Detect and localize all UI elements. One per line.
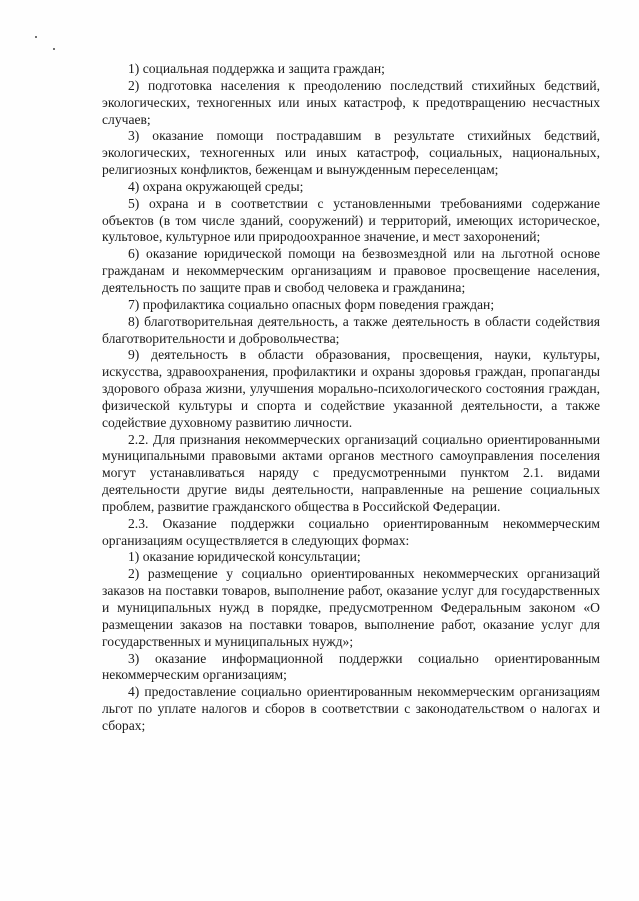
list-item: 4) предоставление социально ориентированным некоммерческим организациям льгот по уплате налогов и сборов в соответствии с законодательством о налогах и сборах; [102,684,600,733]
list-item: 4) охрана окружающей среды; [128,178,304,194]
list-item: 9) деятельность в области образования, просвещения, науки, культуры, искусства, здравоохранения, профилактики и охраны здоровья граждан, пропаганды здорового образа жизни, улучшения морально-психологического состояния граждан, физической культуры и спорта и содействие указанной деятельности, а также содействие духовному развитию личности. [102,347,600,430]
list-item: 5) охрана и в соответствии с установленными требованиями содержание объектов (в том числе зданий, сооружений) и территорий, имеющих историческое, культовое, культурное или природоохранное значение, и мест захоронений; [102,195,600,245]
section-paragraph: 2.3. Оказание поддержки социально ориентированным некоммерческим организациям осуществляется в следующих формах: [102,515,600,548]
section-paragraph: 2.2. Для признания некоммерческих организаций социально ориентированными муниципальными правовыми актами органов местного самоуправления поселения могут устанавливаться наряду с предусмотренными пунктом 2.1. видами деятельности другие виды деятельности, направленные на решение социальных проблем, развитие гражданского общества в Российской Федерации. [102,431,600,514]
document-body [102,61,600,735]
list-item: 6) оказание юридической помощи на безвозмездной или на льготной основе гражданам и некоммерческим организациям и правовое просвещение населения, деятельность по защите прав и свобод человека и гражданина; [102,246,600,295]
list-item: 2) подготовка населения к преодолению последствий стихийных бедствий, экологических, техногенных или иных катастроф, к предотвращению несчастных случаев; [102,77,600,127]
list-item: 1) социальная поддержка и защита граждан; [128,61,385,76]
list-item: 7) профилактика социально опасных форм поведения граждан; [128,296,495,312]
list-item: 3) оказание помощи пострадавшим в результате стихийных бедствий, экологических, техногенных или иных катастроф, социальных, национальных, религиозных конфликтов, беженцам и вынужденным переселенцам; [102,128,600,178]
list-item: 2) размещение у социально ориентированных некоммерческих организаций заказов на поставки товаров, выполнение работ, оказание услуг для государственных и муниципальных нужд в порядке, предусмотренном Федеральным законом «О размещении заказов на поставки товаров, выполнение работ, оказание услуг для государственных и муниципальных нужд»; [102,566,600,649]
list-item: 3) оказание информационной поддержки социально ориентированным некоммерческим организациям; [102,650,600,683]
list-item: 8) благотворительная деятельность, а также деятельность в области содействия благотворительности и добровольчества; [102,313,600,346]
list-item: 1) оказание юридической консультации; [128,549,361,565]
